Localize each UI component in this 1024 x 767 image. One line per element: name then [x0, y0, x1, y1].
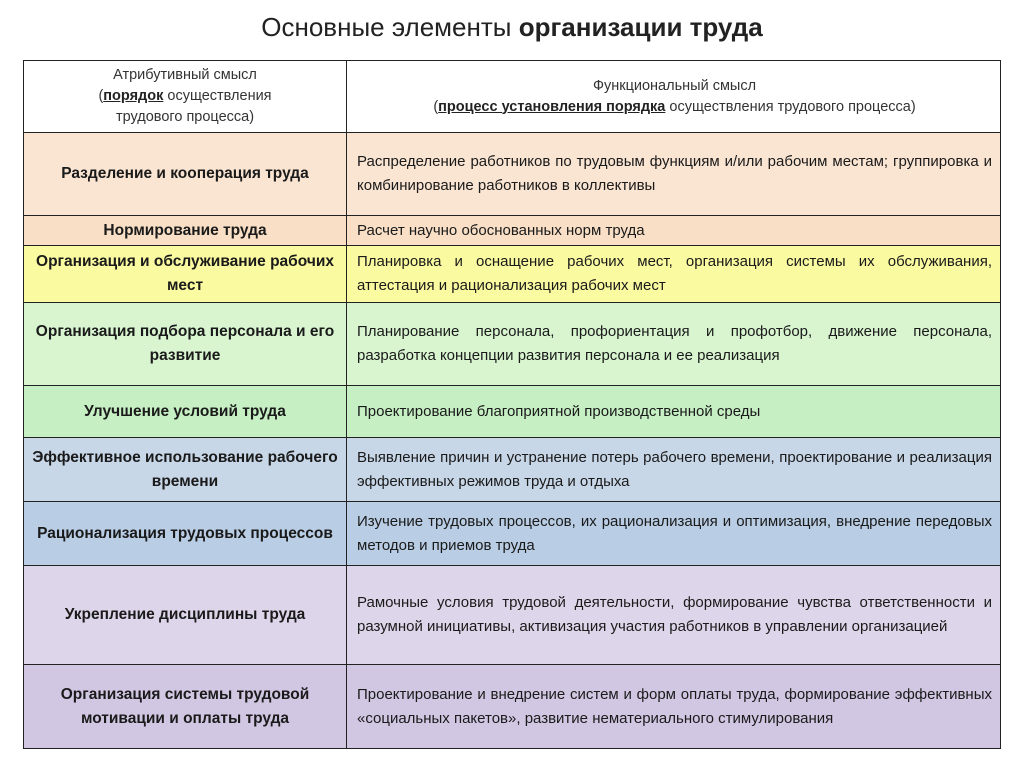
table-row	[24, 246, 1001, 303]
meaning-cell: Проектирование и внедрение систем и форм оплаты труда, формирование эффективных «социальных пакетов», развитие нематериального стимулирования	[347, 665, 1001, 749]
header-left-bold: порядок	[103, 88, 164, 104]
element-cell: Нормирование труда	[24, 216, 347, 246]
table-row	[24, 133, 1001, 216]
element-cell: Укрепление дисциплины труда	[24, 566, 347, 665]
table-row	[24, 303, 1001, 386]
element-cell: Улучшение условий труда	[24, 386, 347, 438]
meaning-cell: Планировка и оснащение рабочих мест, организация системы их обслуживания, аттестация и рационализация рабочих мест	[347, 246, 1001, 303]
organization-elements-table	[23, 60, 1001, 749]
header-functional-cell	[347, 61, 1001, 133]
element-cell: Организация подбора персонала и его развитие	[24, 303, 347, 386]
meaning-cell: Проектирование благоприятной производственной среды	[347, 386, 1001, 438]
meaning-cell: Изучение трудовых процессов, их рационализация и оптимизация, внедрение передовых методов и приемов труда	[347, 502, 1001, 566]
element-cell: Организация системы трудовой мотивации и оплаты труда	[24, 665, 347, 749]
element-cell: Эффективное использование рабочего времени	[24, 438, 347, 502]
meaning-cell: Рамочные условия трудовой деятельности, формирование чувства ответственности и разумной инициативы, активизация участия работников в управлении организацией	[347, 566, 1001, 665]
title-normal: Основные элементы	[261, 12, 512, 42]
meaning-cell: Распределение работников по трудовым функциям и/или рабочим местам; группировка и комбинирование работников в коллективы	[347, 133, 1001, 216]
table-row	[24, 502, 1001, 566]
header-right-rest: осуществления трудового процесса)	[665, 98, 916, 115]
table-row	[24, 216, 1001, 246]
element-cell: Разделение и кооперация труда	[24, 133, 347, 216]
header-right-bold: процесс установления порядка	[438, 98, 666, 115]
header-left-line1: Атрибутивный смысл	[113, 67, 257, 83]
page-title	[0, 10, 1024, 44]
header-left-open: (	[98, 88, 104, 104]
header-right-line1: Функциональный смысл	[592, 77, 757, 94]
table-row	[24, 665, 1001, 749]
header-left-rest: осуществления	[163, 88, 272, 104]
header-right-open: (	[433, 98, 439, 115]
element-cell: Рационализация трудовых процессов	[24, 502, 347, 566]
meaning-cell: Планирование персонала, профориентация и профотбор, движение персонала, разработка концепции развития персонала и ее реализация	[347, 303, 1001, 386]
element-cell: Организация и обслуживание рабочих мест	[24, 246, 347, 303]
table-row	[24, 566, 1001, 665]
table-row	[24, 438, 1001, 502]
header-left-line3: трудового процесса)	[115, 109, 255, 125]
title-bold: организации труда	[518, 12, 763, 42]
meaning-cell: Расчет научно обоснованных норм труда	[347, 216, 1001, 246]
table-header-row	[24, 61, 1001, 133]
meaning-cell: Выявление причин и устранение потерь рабочего времени, проектирование и реализация эффективных режимов труда и отдыха	[347, 438, 1001, 502]
table-row	[24, 386, 1001, 438]
header-attributive-cell	[24, 61, 347, 133]
